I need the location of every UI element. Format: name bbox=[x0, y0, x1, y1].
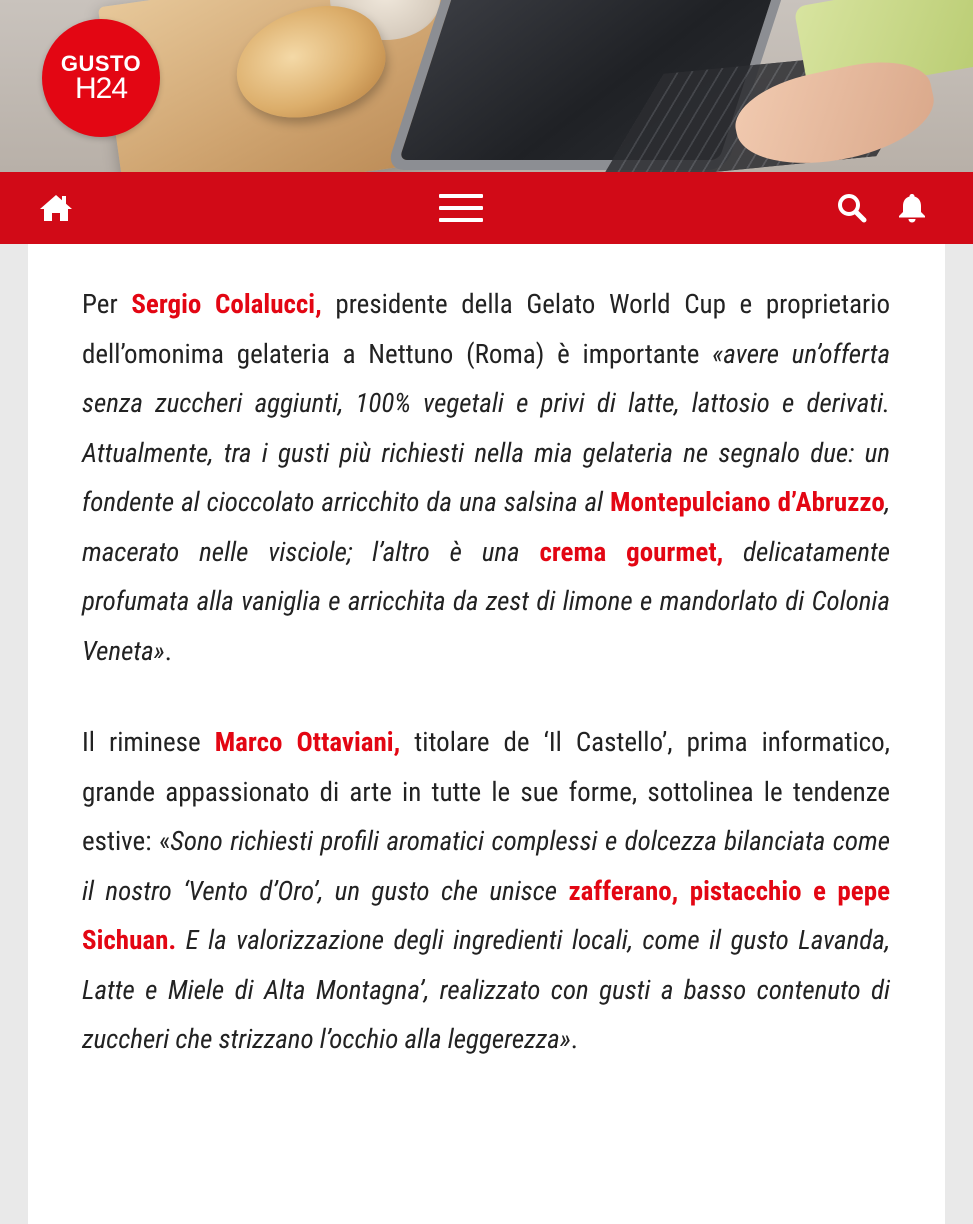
highlight-wine: Montepulciano d’Abruzzo bbox=[610, 486, 885, 518]
quote-text: Sono richiesti profili aromatici complessi e dolcezza bilanciata come il nostro ‘Vento d’Oro’, un gusto che unisce bbox=[82, 825, 890, 907]
paragraph-colalucci bbox=[82, 280, 890, 676]
text: . bbox=[570, 1023, 578, 1055]
quote-text: E la valorizzazione degli ingredienti locali, come il gusto Lavanda, Latte e Miele di Alta Montagna’, realizzato con gusti a basso contenuto di zuccheri che strizzano l’occhio alla leggerezza» bbox=[82, 924, 890, 1055]
text: titolare de ‘Il Castello’, prima informatico, grande appassionato di arte in tutte le sue forme, sottolinea le tendenze estive: « bbox=[82, 726, 890, 857]
header-banner bbox=[0, 0, 973, 172]
logo-line-1: GUSTO bbox=[60, 51, 142, 76]
logo-line-2: H24 bbox=[74, 72, 128, 105]
paragraph-ottaviani bbox=[82, 718, 890, 1065]
search-button[interactable] bbox=[834, 172, 870, 244]
highlight-name: Marco Ottaviani, bbox=[214, 726, 401, 758]
article-card bbox=[28, 244, 945, 1224]
navbar bbox=[0, 172, 973, 244]
menu-button[interactable] bbox=[438, 172, 484, 244]
home-icon bbox=[39, 193, 73, 223]
notifications-button[interactable] bbox=[894, 172, 930, 244]
quote-text: , macerato nelle visciole; l’altro è una bbox=[82, 486, 890, 568]
bell-icon bbox=[898, 193, 926, 223]
home-button[interactable] bbox=[36, 172, 76, 244]
search-icon bbox=[837, 193, 867, 223]
hamburger-menu-icon bbox=[439, 193, 483, 223]
highlight-ingredients: zafferano, pistacchio e pepe Sichuan. bbox=[82, 874, 891, 956]
article-body bbox=[82, 280, 890, 1065]
text: Per bbox=[82, 288, 132, 320]
highlight-name: Sergio Colalucci, bbox=[131, 288, 322, 320]
text: . bbox=[164, 634, 172, 667]
text: presidente della Gelato World Cup e proprietario dell’omonima gelateria a Nettuno (Roma) è importante bbox=[82, 288, 890, 370]
quote-text: delicatamente profumata alla vaniglia e arricchita da zest di limone e mandorlato di Colonia Veneta» bbox=[82, 535, 891, 667]
site-logo[interactable] bbox=[42, 19, 160, 137]
quote-text: «avere un’offerta senza zuccheri aggiunti, 100% vegetali e privi di latte, lattosio e derivati. Attualmente, tra i gusti più richiesti nella mia gelateria ne segnalo due: un fondente al cioccolato arricchito da una salsina al bbox=[82, 337, 891, 518]
text: Il riminese bbox=[82, 726, 215, 758]
highlight-flavor: crema gourmet, bbox=[539, 535, 724, 568]
